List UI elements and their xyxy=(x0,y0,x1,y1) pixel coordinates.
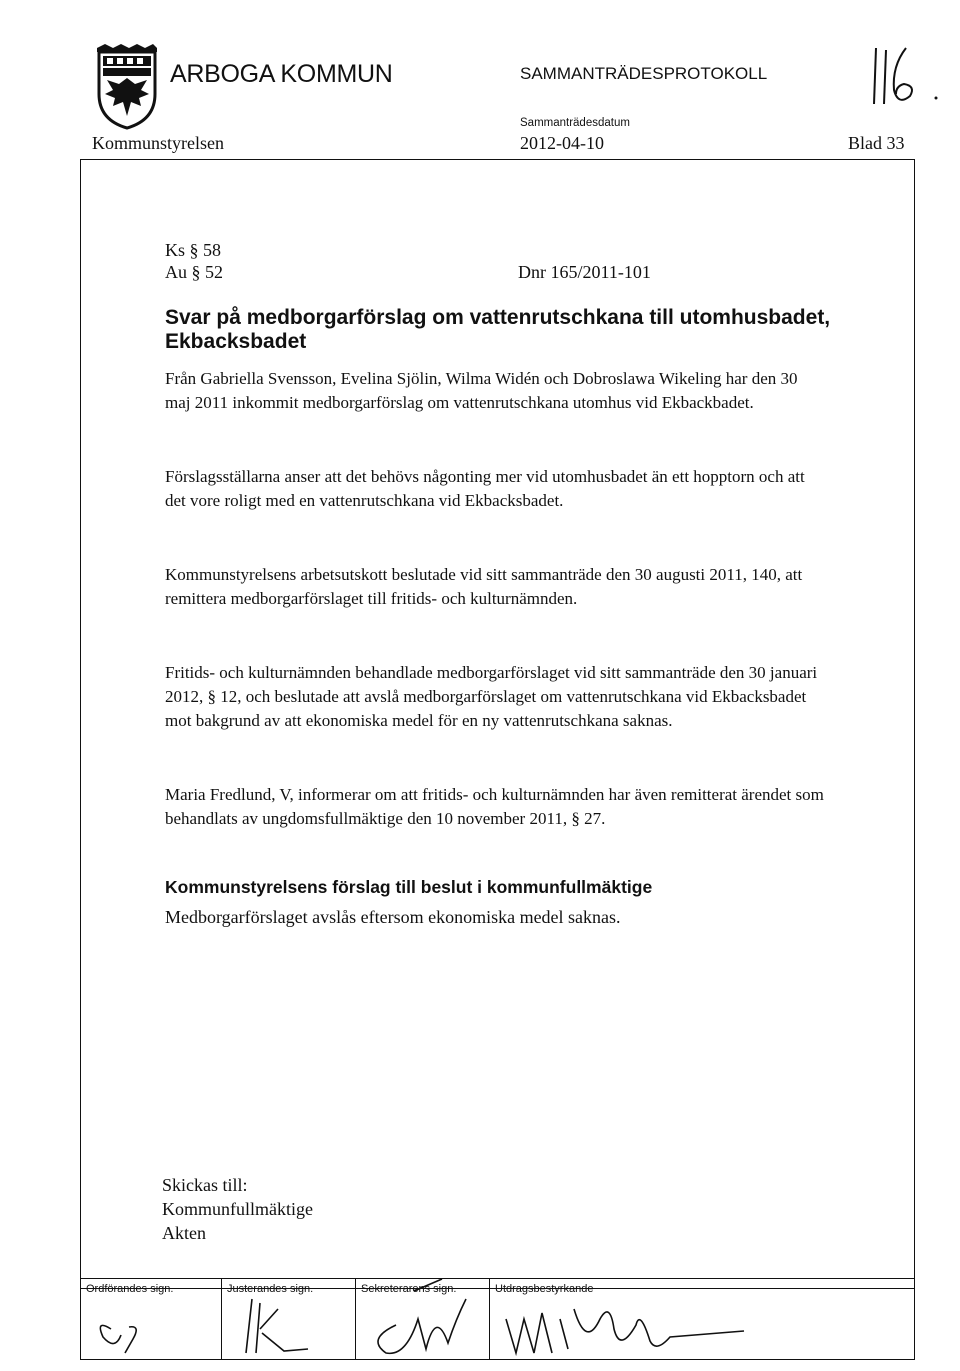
proposal-text: Medborgarförslaget avslås eftersom ekonomiska medel saknas. xyxy=(165,907,621,927)
recipient-item: Kommunfullmäktige xyxy=(162,1199,313,1219)
chair-signature-cell xyxy=(81,1279,221,1359)
certification-label: Utdragsbestyrkande xyxy=(495,1283,594,1295)
chair-signature xyxy=(81,1279,221,1359)
proposal-heading: Kommunstyrelsens förslag till beslut i kommunfullmäktige xyxy=(165,877,653,897)
paragraph-culture-board-decision: Fritids- och kulturnämnden behandlade medborgarförslaget vid sitt sammanträde den 30 januari 2012, § 12, och beslutade att avslå medborgarförslaget om vattenrutschkana vid Ekbacksbadet mot bakgrund av att ekonomiska medel för en ny vattenrutschkana saknas. xyxy=(165,663,818,730)
meeting-date: 2012-04-10 xyxy=(520,133,604,153)
arboga-coat-of-arms-logo xyxy=(93,44,161,130)
secretary-signature xyxy=(356,1279,490,1359)
distribution-block xyxy=(162,1173,313,1245)
diary-number: Dnr 165/2011-101 xyxy=(518,262,651,282)
distribution-label: Skickas till: xyxy=(162,1175,248,1195)
case-title: Svar på medborgarförslag om vattenrutschkana till utomhusbadet, Ekbacksbadet xyxy=(165,306,831,353)
au-reference: Au § 52 xyxy=(165,262,223,282)
paragraph-committee-referral: Kommunstyrelsens arbetsutskott beslutade vid sitt sammanträde den 30 augusti 2011, 140, att remittera medborgarförslaget till fritids- och kulturnämnden. xyxy=(165,565,803,608)
adjuster-signature-label: Justerandes sign. xyxy=(227,1283,314,1295)
secretary-signature-cell xyxy=(355,1279,489,1359)
municipality-name: ARBOGA KOMMUN xyxy=(170,60,393,88)
adjuster-signature xyxy=(222,1279,356,1359)
handwritten-page-number xyxy=(866,46,940,106)
ks-reference: Ks § 58 xyxy=(165,240,222,260)
secretary-signature-label: Sekreterarens sign. xyxy=(361,1283,457,1295)
board-name: Kommunstyrelsen xyxy=(92,133,224,153)
adjuster-signature-cell xyxy=(221,1279,355,1359)
paragraph-youth-council-info: Maria Fredlund, V, informerar om att fritids- och kulturnämnden har även remitterat ärendet som behandlats av ungdomsfullmäktige den 10 november 2011, § 27. xyxy=(165,785,824,828)
recipient-item: Akten xyxy=(162,1223,206,1243)
meeting-date-label: Sammanträdesdatum xyxy=(520,117,630,129)
paragraph-proposers-view: Förslagsställarna anser att det behövs någonting mer vid utomhusbadet än ett hopptorn och att det vore roligt med en vattenrutschkana vid Ekbacksbadet. xyxy=(165,467,805,510)
page-label: Blad 33 xyxy=(848,133,905,153)
signature-table xyxy=(80,1278,915,1360)
document-type: SAMMANTRÄDESPROTOKOLL xyxy=(520,64,768,83)
certification-cell xyxy=(489,1279,914,1359)
certification-signature xyxy=(490,1279,915,1359)
chair-signature-label: Ordförandes sign. xyxy=(86,1283,174,1295)
paragraph-background: Från Gabriella Svensson, Evelina Sjölin, Wilma Widén och Dobroslawa Wikeling har den 30 maj 2011 inkommit medborgarförslag om vattenrutschkana utomhus vid Ekbackbadet. xyxy=(165,369,798,412)
